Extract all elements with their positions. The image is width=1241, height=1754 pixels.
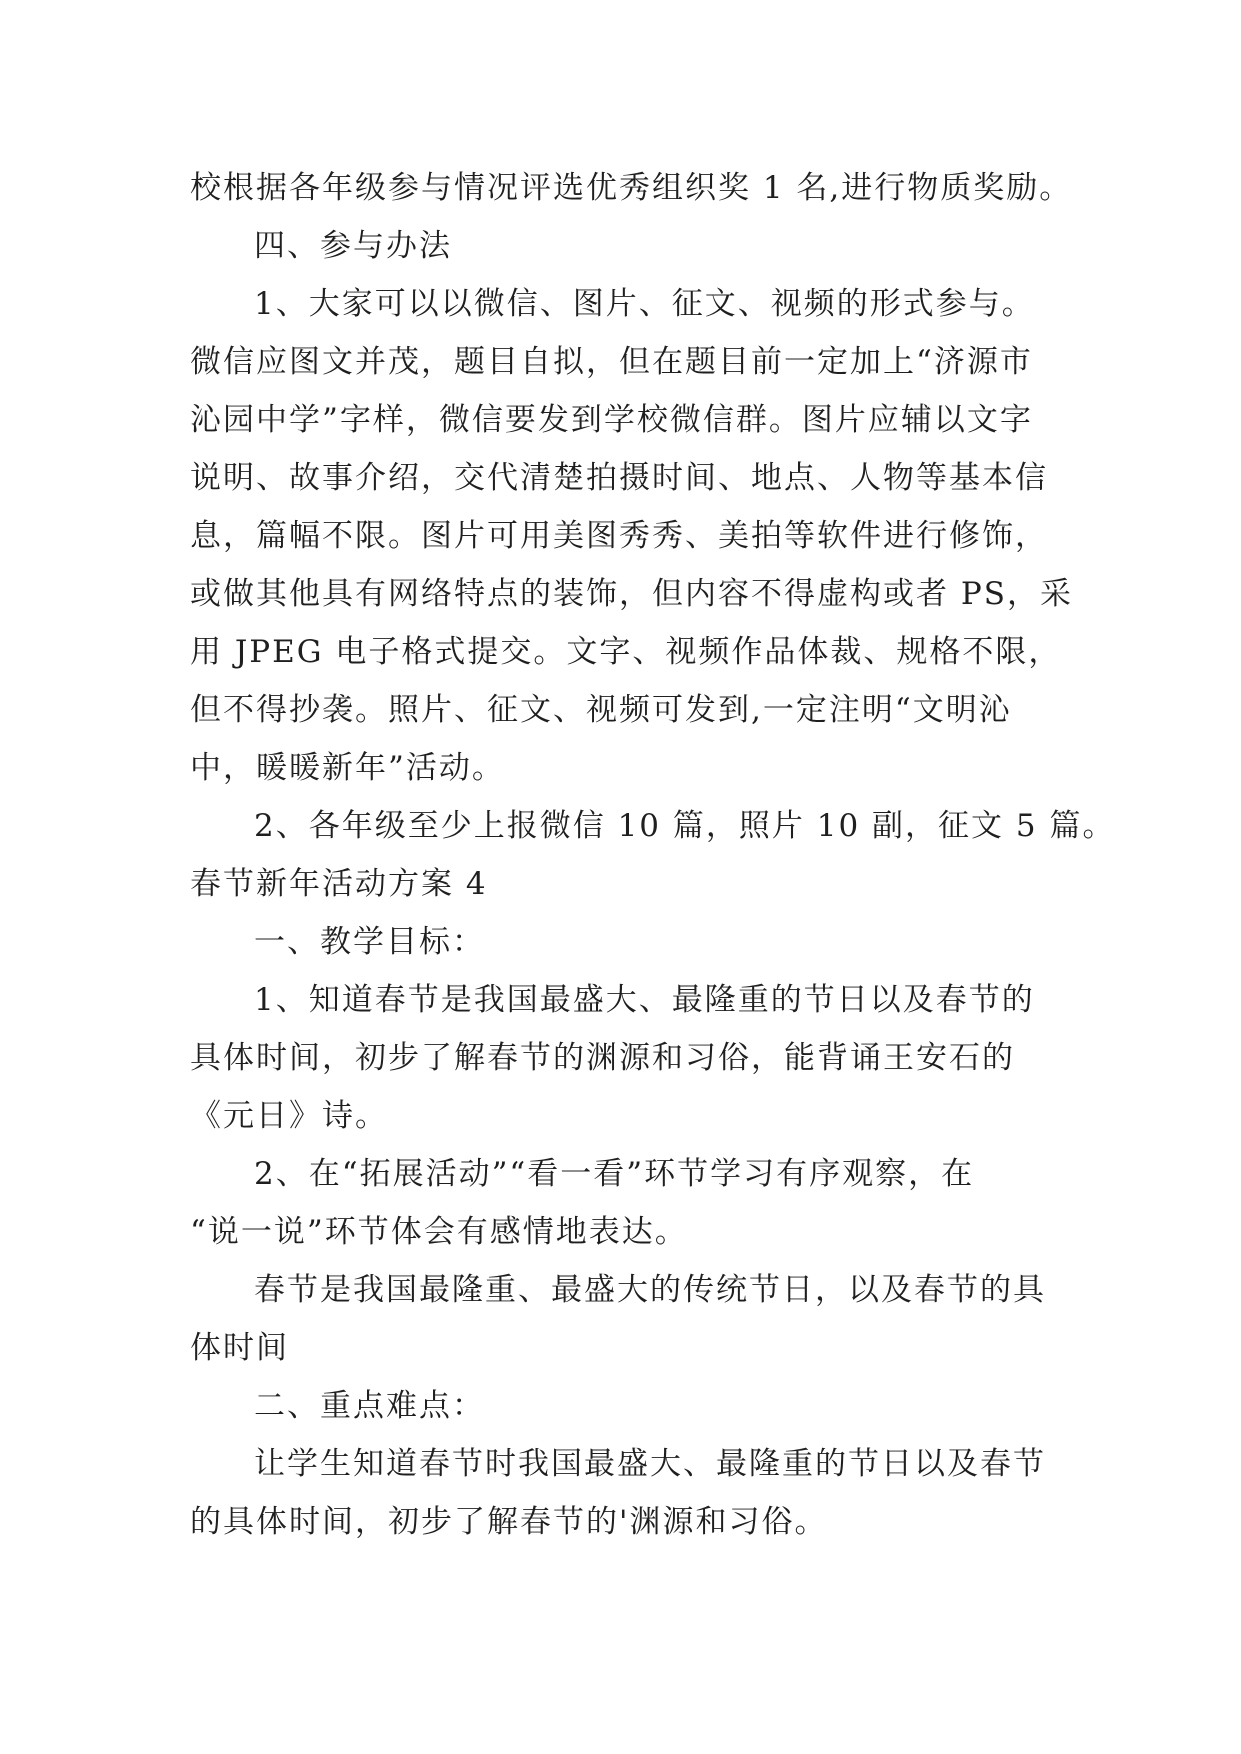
section-heading: 四、参与办法 (254, 228, 452, 264)
text-line: 《元日》诗。 (190, 1098, 388, 1134)
section-heading: 二、重点难点： (254, 1388, 485, 1424)
text-line: 中，暖暖新年”活动。 (190, 750, 505, 786)
text-line: “说一说”环节体会有感情地表达。 (190, 1214, 688, 1250)
text-line: 具体时间，初步了解春节的渊源和习俗，能背诵王安石的 (190, 1040, 1015, 1076)
text-line: 1、大家可以以微信、图片、征文、视频的形式参与。 (254, 286, 1035, 322)
text-line: 1、知道春节是我国最盛大、最隆重的节日以及春节的 (254, 982, 1035, 1018)
text-line: 2、各年级至少上报微信 10 篇，照片 10 副，征文 5 篇。 (254, 808, 1116, 844)
text-line: 说明、故事介绍，交代清楚拍摄时间、地点、人物等基本信 (190, 460, 1048, 496)
text-line: 或做其他具有网络特点的装饰，但内容不得虚构或者 PS，采 (190, 576, 1073, 612)
section-heading: 一、教学目标： (254, 924, 485, 960)
text-line: 用 JPEG 电子格式提交。文字、视频作品体裁、规格不限， (190, 634, 1062, 670)
text-line: 沁园中学”字样，微信要发到学校微信群。图片应辅以文字 (190, 402, 1033, 438)
text-line: 微信应图文并茂，题目自拟，但在题目前一定加上“济源市 (190, 344, 1033, 380)
text-line: 2、在“拓展活动”“看一看”环节学习有序观察，在 (254, 1156, 975, 1192)
document-body (190, 159, 1116, 1551)
text-line: 校根据各年级参与情况评选优秀组织奖 1 名,进行物质奖励。 (190, 170, 1073, 206)
text-line: 的具体时间，初步了解春节的'渊源和习俗。 (190, 1504, 828, 1540)
text-line: 息，篇幅不限。图片可用美图秀秀、美拍等软件进行修饰， (190, 518, 1048, 554)
text-line: 让学生知道春节时我国最盛大、最隆重的节日以及春节 (254, 1446, 1046, 1482)
document-title: 春节新年活动方案 4 (190, 866, 488, 902)
text-line: 体时间 (190, 1330, 289, 1366)
text-line: 但不得抄袭。照片、征文、视频可发到,一定注明“文明沁 (190, 692, 1012, 728)
text-line: 春节是我国最隆重、最盛大的传统节日，以及春节的具 (254, 1272, 1046, 1308)
